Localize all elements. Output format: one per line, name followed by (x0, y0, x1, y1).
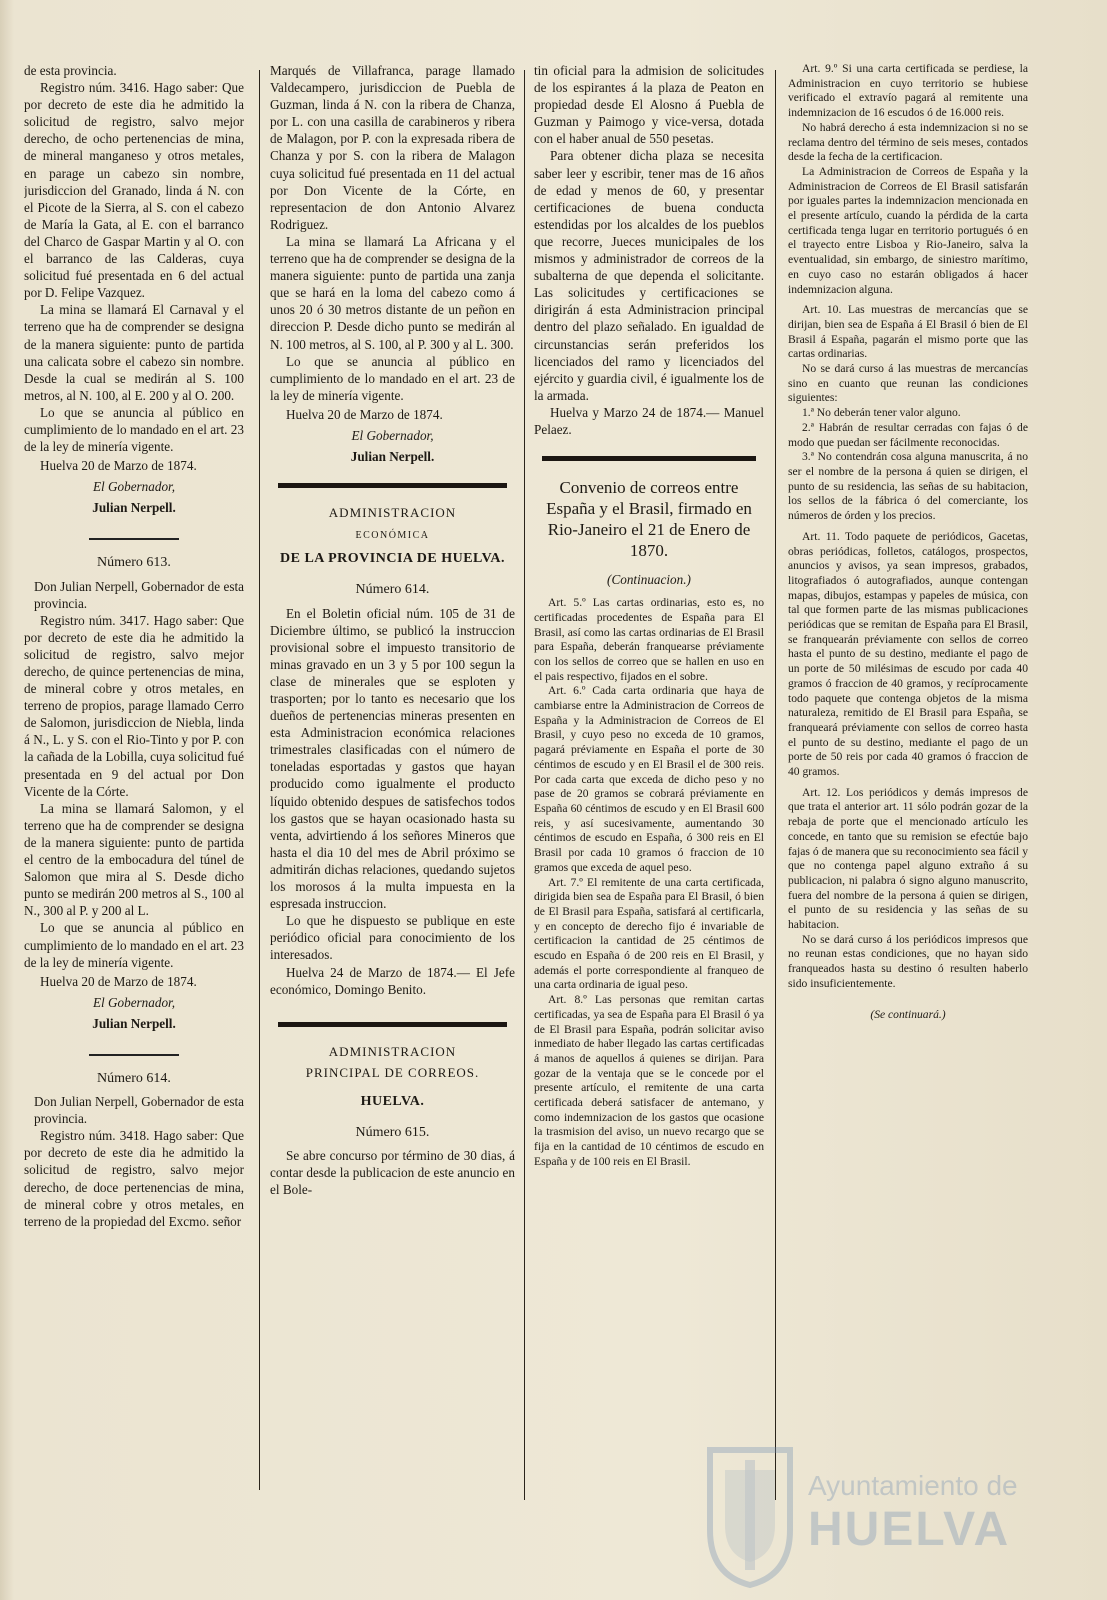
section-heading-bold: HUELVA. (360, 1093, 425, 1109)
text-paragraph: Registro núm. 3417. Hago saber: Que por decreto de este dia he admitido la solicitud de registro, salvo mejor derecho, de quince pertenencias de mina, de mineral cobre y otros metales, en terreno de propios, parage llamado Cerro de Salomon, jurisdiccion de Niebla, linda á N., L. y S. con el Rio-Tinto y por P. con la cañada de la Lobilla, cuya solicitud fué presentada en 9 del actual por Don Vicente de la Córte. (24, 612, 244, 799)
column-1 (24, 62, 244, 1592)
signature-title: El Gobernador, (92, 479, 176, 495)
text-paragraph: En el Boletin oficial núm. 105 de 31 de Diciembre último, se publicó la instruccion provisional sobre el impuesto transitorio de minas gravado en un 3 y 5 por 100 segun la clase de minerales que se esploten y trasporten; por lo tanto es necesario que los dueños de pertenencias mineras presenten en esta Administracion económica relaciones trimestrales clasificadas con el número de toneladas esportadas y gastos que hayan producido como igualmente el producto líquido obtenido despues de satisfechos todos los gastos que se hayan ocasionado hasta su venta, advirtiendo á los señores Mineros que hasta el dia 10 del mes de Abril próximo se admitirán dichas relaciones, quedando sujetos los morosos á la multa impuesta en la espresada instruccion. (270, 605, 515, 912)
column-rule (775, 70, 776, 1500)
section-divider (89, 1054, 179, 1056)
article-paragraph: Art. 10. Las muestras de mercancías que se dirijan, bien sea de España á El Brasil ó bien de El Brasil á España, pagarán el mismo porte que las cartas ordinarias. (788, 303, 1028, 361)
column-3 (534, 62, 764, 1592)
article-paragraph: Art. 9.º Si una carta certificada se perdiese, la Administracion en cuyo territorio se hubiese verificado el extravío pagará al remitente una indemnizacion de 16 escudos ó de 16.000 reis. (788, 62, 1028, 120)
article-paragraph: Art. 11. Todo paquete de periódicos, Gacetas, obras periódicas, folletos, catálogos, prospectos, anuncios y avisos, ya sean impresos, grabados, litografiados ó autografiados, aunque contengan mapas, dibujos, estampas y papeles de música, con tal que formen parte de las mismas publicaciones periódicas que se remitan de España para El Brasil, se franquearán préviamente con sellos de correo hasta el punto de su destino, mediante el pago de un porte de 50 milésimas de escudo por cada 40 gramos ó fraccion de 40 gramos, y recíprocamente todo paquete que contenga objetos de la misma naturaleza, remitido de El Brasil para España, se franqueará préviamente con sellos de correo hasta el punto de su destino, mediante el pago de un porte de 50 reis por cada 40 gramos ó fraccion de 40 gramos. (788, 529, 1028, 779)
article-paragraph: La Administracion de Correos de España y la Administracion de Correos de El Brasil satisfarán por iguales partes la indemnizacion mencionada en el presente artículo, cuando la pérdida de la carta certificada tenga lugar en territorio portugués ó en el trayecto entre Lisboa y Rio-Janeiro, salva la eventualidad, sin embargo, de siniestro marítimo, en cuyo caso no estarán obligados á hacer indemnizacion alguna. (788, 164, 1028, 296)
date-line: Huelva 20 de Marzo de 1874. (286, 406, 443, 422)
condition-item: 1.ª No deberán tener valor alguno. (802, 406, 961, 420)
section-heading: PRINCIPAL DE CORREOS. (305, 1064, 480, 1080)
signature-name: Julian Nerpell. (350, 449, 435, 465)
signature-title: El Gobernador, (351, 427, 434, 443)
section-divider (278, 483, 507, 488)
notice-number: Número 614. (97, 1070, 171, 1086)
text-paragraph: Don Julian Nerpell, Gobernador de esta provincia. (34, 578, 244, 611)
watermark-logo (700, 1440, 1020, 1590)
text-paragraph: Marqués de Villafranca, parage llamado Valdecampero, jurisdiccion de Puebla de Guzman, linda á N. con la ribera de Chanza, por L. con una casilla de carabineros y ribera de Malagon, por P. con la expresada ribera de Chanza y por S. con la ribera de Malagon cuya solicitud fué presentada en 11 del actual por Don Vicente de la Córte, en representacion de don Antonio Alvarez Rodriguez. (270, 63, 515, 232)
text-paragraph: tin oficial para la admision de solicitudes de los espirantes á la plaza de Peaton en propiedad desde El Alosno á Puebla de Guzman y Paimogo y vice-versa, dotada con el haber anual de 550 pesetas. (534, 63, 764, 147)
condition-item: 3.ª No contendrán cosa alguna manuscrita, á no ser el nombre de la persona á quien se dirigen, el punto de su residencia, las señas de su habitacion, los sellos de la fábrica ó del comerciante, los números de órden y los precios. (788, 450, 1028, 523)
column-2 (270, 62, 515, 1592)
text-paragraph: Don Julian Nerpell, Gobernador de esta provincia. (34, 1094, 244, 1127)
continued-note: (Se continuará.) (870, 1007, 946, 1021)
article-paragraph: Art. 7.º El remitente de una carta certificada, dirigida bien sea de España para El Brasil, ó bien de El Brasil para España, satisfará al certificarla, y en concepto de derecho fijo é invariable de certificacion la cantidad de 25 céntimos de escudo en España ó de 200 reis en El Brasil, y además el porte correspondiente al franqueo de una carta ordinaria de igual peso. (534, 875, 764, 992)
article-paragraph: Art. 12. Los periódicos y demás impresos de que trata el anterior art. 11 sólo podrán gozar de la rebaja de porte que el mencionado artículo les concede, en tanto que su remision se efectúe bajo fajas ó de manera que su reconocimiento sea fácil y que no contenga papel alguno extraño á su publicacion, ni palabra ó signo alguno manuscrito, fuera del nombre de la persona á quien se dirigen, el punto de su residencia y las señas de su habitacion. (788, 785, 1028, 932)
text-paragraph: La mina se llamará La Africana y el terreno que ha de comprender se designa de la manera siguiente: punto de partida una zanja que se hará en la loma del cabezo como á unos 20 ó 30 metros distante de un peñon en direccion P. Desde dicho punto se medirán al N. 100 metros, al S. 100, al P. 300 y al L. 300. (270, 233, 515, 352)
signature-name: Julian Nerpell. (92, 1015, 176, 1031)
article-paragraph: No se dará curso á los periódicos impresos que no reunan estas condiciones, que no hayan sido franqueados hasta su destino ó resulten haberlo sido insuficientemente. (788, 932, 1028, 990)
condition-item: 2.ª Habrán de resultar cerradas con fajas ó de modo que puedan ser fácilmente reconocidas. (788, 420, 1028, 449)
notice-number: Número 613. (97, 555, 171, 571)
section-divider (89, 538, 179, 540)
text-paragraph: Lo que he dispuesto se publique en este periódico oficial para conocimiento de los interesados. (270, 913, 515, 963)
date-line: Huelva 20 de Marzo de 1874. (40, 973, 197, 989)
text-paragraph: Huelva y Marzo 24 de 1874.— Manuel Pelaez. (534, 404, 764, 437)
text-paragraph: Lo que se anuncia al público en cumplimiento de lo mandado en el art. 23 de la ley de minería vigente. (270, 353, 515, 403)
watermark-text: Ayuntamiento de (808, 1470, 1018, 1501)
section-divider (278, 1022, 507, 1027)
section-heading-bold: DE LA PROVINCIA DE HUELVA. (280, 551, 505, 567)
section-divider (542, 456, 756, 461)
article-paragraph: Art. 6.º Cada carta ordinaria que haya de cambiarse entre la Administracion de Correos de España y la Administracion de Correos de El Brasil, y cuyo peso no exceda de 10 gramos, pagará préviamente en España el porte de 30 céntimos de escudo y en El Brasil el de 300 reis. Por cada carta que exceda de dicho peso y no pase de 20 gramos se cobrará préviamente en España 60 céntimos de escudo y en El Brasil 600 reis, y así sucesivamente, aumentando 30 céntimos de escudo en España, ó 300 reis en El Brasil por cada 10 gramos ó fraccion de 10 gramos que exceda de aquel peso. (534, 684, 764, 874)
section-heading: ADMINISTRACION (328, 1043, 457, 1059)
text-paragraph: Registro núm. 3416. Hago saber: Que por decreto de este dia he admitido la solicitud de registro, salvo mejor derecho, de ocho pertenencias de mina, de mineral manganeso y otros metales, en parage un cabezo sin nombre, jurisdiccion del Granado, linda á N. con el Picote de la Sierra, al S. con el cabezo de María la Gata, al E. con el barranco del Charco de Gaspar Martin y al O. con el barranco de las Calderas, cuya solicitud fué presentada en 6 del actual por D. Felipe Vazquez. (24, 80, 244, 301)
article-paragraph: Art. 5.º Las cartas ordinarias, esto es, no certificadas procedentes de España para El Brasil, así como las cartas ordinarias de El Brasil para España, deberán franquearse préviamente con los sellos de correo que se hallen en uso en el pais respectivo, fijados en el sobre. (534, 596, 764, 683)
column-4 (788, 62, 1028, 1592)
watermark-text: HUELVA (808, 1503, 1011, 1556)
text-paragraph: de esta provincia. (24, 63, 117, 78)
section-heading: ADMINISTRACION (328, 505, 457, 521)
section-subheading: ECONÓMICA (355, 530, 430, 542)
article-paragraph: Art. 8.º Las personas que remitan cartas certificadas, ya sea de España para El Brasil ó ya de El Brasil para España, podrán solicitar aviso inmediato de haber llegado las cartas certificadas á manos de aquellos á quienes se dirijan. Para gozar de la ventaja que se le concede por el presente artículo, el remitente de una carta certificada deberá satisfacer de antemano, y como indemnizacion de los gastos que ocasione la trasmision del aviso, un nuevo recargo que se fija en la cantidad de 10 céntimos de escudo en España y de 100 reis en El Brasil. (534, 993, 764, 1168)
notice-number: Número 614. (355, 582, 430, 598)
column-rule (259, 70, 260, 1490)
notice-number: Número 615. (355, 1124, 430, 1140)
signature-name: Julian Nerpell. (92, 500, 176, 516)
text-paragraph: Registro núm. 3418. Hago saber: Que por decreto de este dia he admitido la solicitud de registro, salvo mejor derecho, de doce pertenencias de mina, de mineral cobre y otros metales, en terreno de la propiedad del Excmo. señor (24, 1128, 244, 1229)
article-paragraph: No se dará curso á las muestras de mercancías sino en cuanto que reunan las condiciones siguientes: (788, 362, 1028, 405)
text-paragraph: Para obtener dicha plaza se necesita saber leer y escribir, tener mas de 16 años de edad y menos de 60, y presentar certificaciones de buena conducta estendidas por los alcaldes de los pueblos que recorre, Jueces municipales de los mismos y administrador de correos de la subalterna de que dependa el solicitante. Las solicitudes y certificaciones se dirigirán á esta Administracion principal dentro del plazo señalado. En igualdad de circunstancias serán preferidos los licenciados del ramo y licenciados del ejército y guardia civil, é igualmente los de la armada. (534, 148, 764, 403)
signature-title: El Gobernador, (92, 994, 176, 1010)
date-line: Huelva 20 de Marzo de 1874. (40, 458, 197, 474)
article-paragraph: No habrá derecho á esta indemnizacion si no se reclama dentro del término de seis meses, contados desde la fecha de la certificacion. (788, 120, 1028, 164)
text-paragraph: Lo que se anuncia al público en cumplimiento de lo mandado en el art. 23 de la ley de minería vigente. (24, 404, 244, 455)
article-body (534, 596, 764, 1169)
shield-icon (700, 1440, 800, 1590)
text-paragraph: Se abre concurso por término de 30 dias, á contar desde la publicacion de este anuncio en el Bole- (270, 1148, 515, 1198)
text-paragraph: Lo que se anuncia al público en cumplimiento de lo mandado en el art. 23 de la ley de minería vigente. (24, 920, 244, 970)
text-paragraph: Huelva 24 de Marzo de 1874.— El Jefe económico, Domingo Benito. (270, 964, 515, 997)
column-rule (524, 70, 525, 1500)
article-title: Convenio de correos entre España y el Brasil, firmado en Rio-Janeiro el 21 de Enero de 1870. (546, 478, 752, 561)
text-paragraph: La mina se llamará Salomon, y el terreno que ha de comprender se designa de la manera siguiente: punto de partida el centro de la embocadura del túnel de Salomon que mira al S. Desde dicho punto se medirán 200 metros al S., 100 al N., 300 al P. y 200 al L. (24, 800, 244, 919)
text-paragraph: La mina se llamará El Carnaval y el terreno que ha de comprender se designa de la manera siguiente: punto de partida una calicata sobre el cabezo sin nombre. Desde la cual se medirán al S. 100 metros, al N. 100, al E. 200 y al O. 200. (24, 302, 244, 403)
continuation-note: (Continuacion.) (607, 572, 691, 588)
